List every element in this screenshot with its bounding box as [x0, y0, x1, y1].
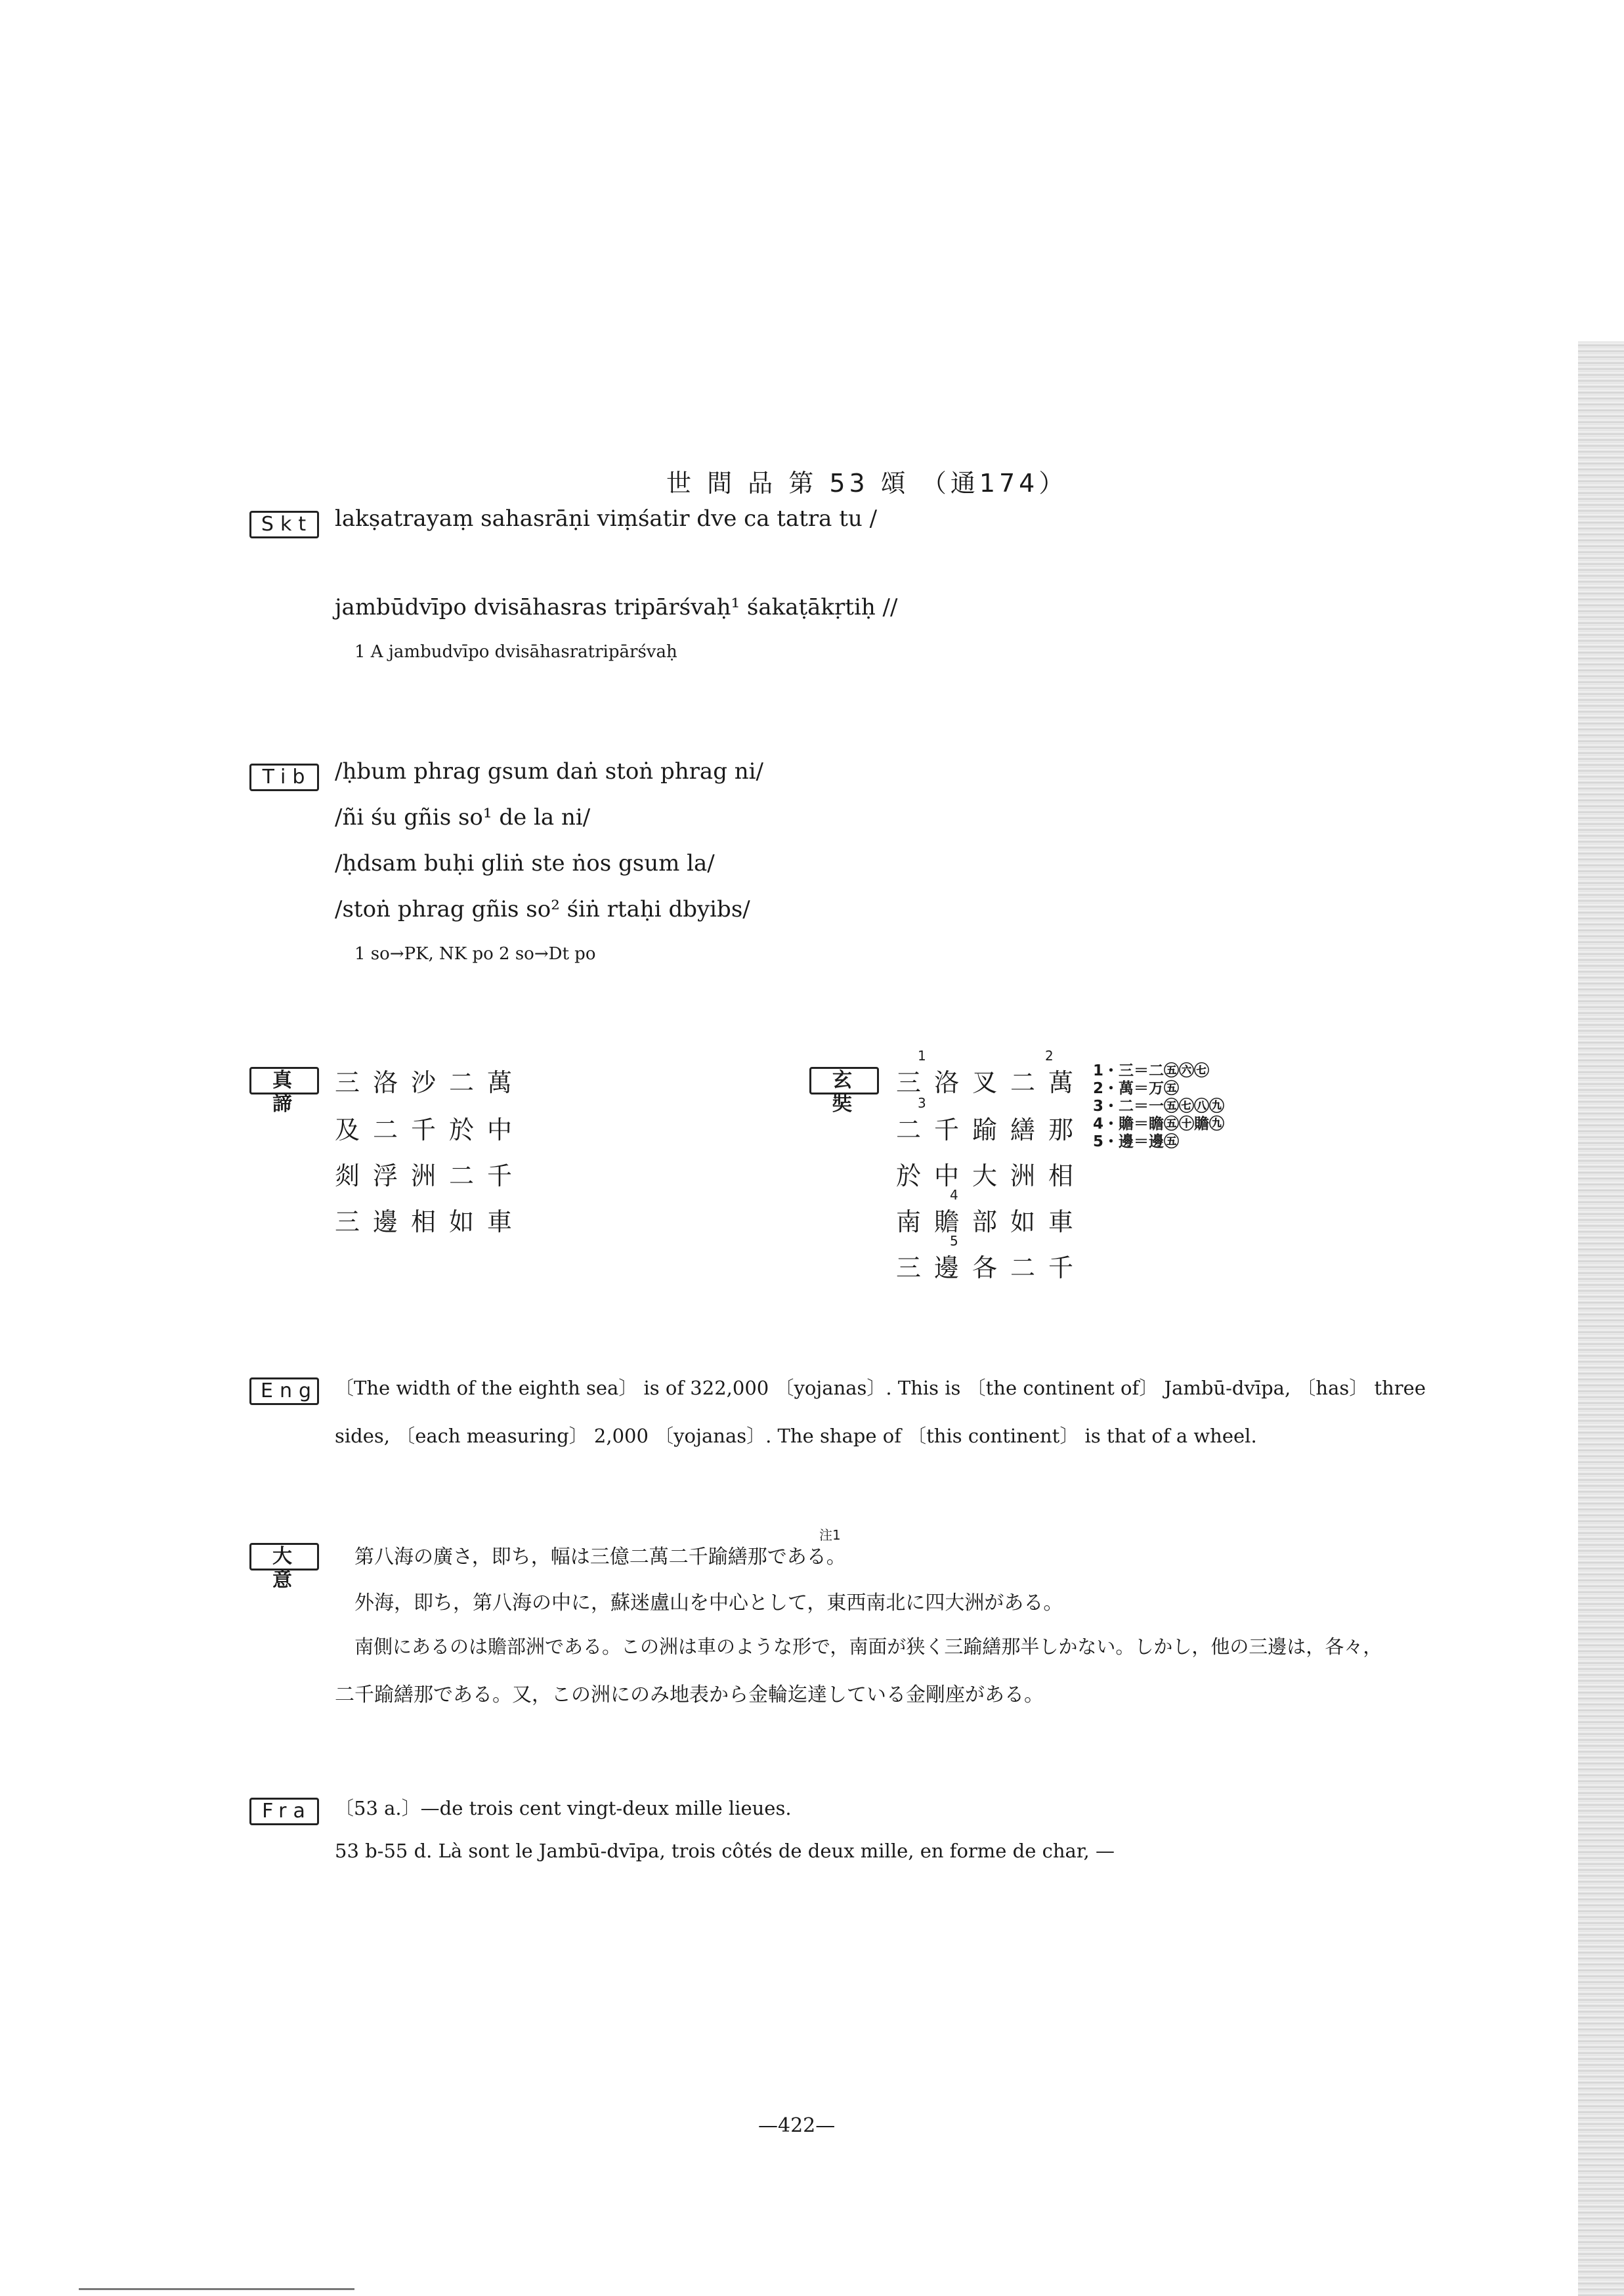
zhendi-line-2: 及二千於中 — [335, 1116, 526, 1144]
xuanzang-sup-3: 3 — [918, 1095, 926, 1111]
eng-line-2: sides, 〔each measuring〕 2,000 〔yojanas〕. The shape of 〔this continent〕 is that of a wheel. — [335, 1425, 1257, 1447]
tib-note: 1 so→PK, NK po 2 so→Dt po — [354, 944, 596, 964]
zhendi-line-3: 剡浮洲二千 — [335, 1161, 526, 1190]
scan-edge-shadow — [1578, 341, 1624, 2296]
xuanzang-note-1: 1・三＝二㊄㊅㊆ — [1093, 1062, 1210, 1079]
fra-tag: Fra — [249, 1798, 319, 1825]
xuanzang-note-4: 4・贍＝瞻㊄㊉贍㊈ — [1093, 1116, 1225, 1133]
taii-line-1: 第八海の廣さ，即ち，幅は三億二萬二千踰繕那である。 — [354, 1546, 846, 1569]
taii-line-3: 南側にあるのは贍部洲である。この洲は車のような形で，南面が狭く三踰繕那半しかない。しかし，他の三邊は，各々， — [354, 1635, 1382, 1658]
xuanzang-note-2: 2・萬＝万㊄ — [1093, 1080, 1180, 1097]
xuanzang-line-3: 於中大洲相 — [896, 1161, 1087, 1190]
skt-note: 1 A jambudvīpo dvisāhasratripārśvaḥ — [354, 642, 677, 662]
fra-line-2: 53 b-55 d. Là sont le Jambū-dvīpa, trois côtés de deux mille, en forme de char, — — [335, 1840, 1115, 1862]
zhendi-line-4: 三邊相如車 — [335, 1207, 526, 1236]
eng-tag: Eng — [249, 1377, 319, 1405]
skt-line-2: jambūdvīpo dvisāhasras tripārśvaḥ¹ śakaṭākṛtiḥ // — [335, 594, 898, 620]
eng-line-1: 〔The width of the eighth sea〕 is of 322,000 〔yojanas〕. This is 〔the continent of〕 Jambū-dvīpa, 〔has〕 three — [335, 1377, 1426, 1399]
xuanzang-sup-2: 2 — [1045, 1048, 1054, 1064]
page-header: 世 間 品 第 53 頌 （通174） — [666, 469, 1068, 498]
xuanzang-tag: 玄奘 — [809, 1067, 879, 1094]
xuanzang-line-4: 南贍部如車 — [896, 1207, 1087, 1236]
taii-tag: 大意 — [249, 1543, 319, 1570]
xuanzang-sup-5: 5 — [950, 1233, 958, 1249]
xuanzang-line-1: 三洛叉二萬 — [896, 1068, 1087, 1097]
xuanzang-note-3: 3・二＝一㊄㊆㊇㊈ — [1093, 1098, 1225, 1115]
skt-line-1: lakṣatrayaṃ sahasrāṇi viṃśatir dve ca tatra tu / — [335, 506, 878, 532]
tib-tag: Tib — [249, 764, 319, 791]
taii-sup: 注1 — [819, 1527, 841, 1543]
xuanzang-line-2: 二千踰繕那 — [896, 1116, 1087, 1144]
fra-line-1: 〔53 a.〕—de trois cent vingt-deux mille lieues. — [335, 1797, 792, 1819]
tib-line-2: /ñi śu gñis so¹ de la ni/ — [335, 804, 591, 831]
tib-line-1: /ḥbum phrag gsum daṅ stoṅ phrag ni/ — [335, 758, 763, 785]
xuanzang-sup-4: 4 — [950, 1187, 958, 1203]
tib-line-4: /stoṅ phrag gñis so² śiṅ rtaḥi dbyibs/ — [335, 896, 750, 922]
bottom-rule — [79, 2288, 354, 2290]
page-number: —422— — [758, 2114, 836, 2137]
skt-tag: Skt — [249, 511, 319, 538]
xuanzang-sup-1: 1 — [918, 1048, 926, 1064]
zhendi-line-1: 三洛沙二萬 — [335, 1068, 526, 1097]
xuanzang-line-5: 三邊各二千 — [896, 1253, 1087, 1282]
taii-line-2: 外海，即ち，第八海の中に，蘇迷盧山を中心として，東西南北に四大洲がある。 — [354, 1592, 1063, 1614]
xuanzang-note-5: 5・邊＝邊㊄ — [1093, 1133, 1180, 1150]
tib-line-3: /ḥdsam buḥi gliṅ ste ṅos gsum la/ — [335, 850, 715, 877]
xuanzang-notes — [1093, 1062, 1224, 1151]
zhendi-tag: 真諦 — [249, 1067, 319, 1094]
taii-line-4: 二千踰繕那である。又，この洲にのみ地表から金輪迄達している金剛座がある。 — [335, 1683, 1044, 1706]
